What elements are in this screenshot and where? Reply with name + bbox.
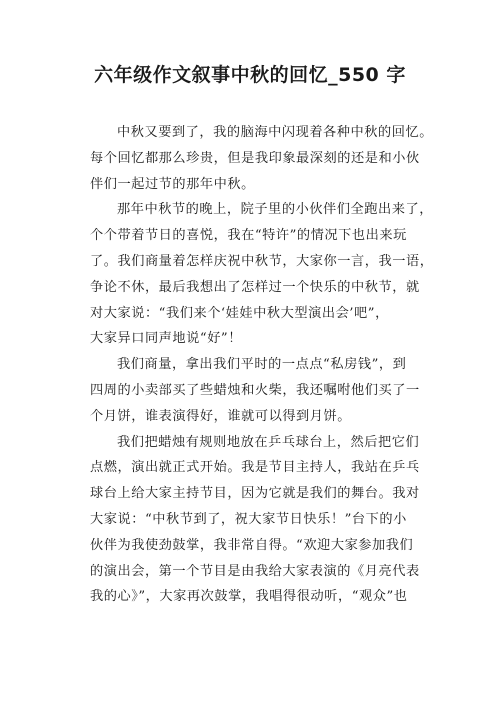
- body-line: 我们商量，拿出我们平时的一点点“私房钱”，到: [117, 357, 407, 373]
- body-line: 个个带着节日的喜悦，我在“特许”的情况下也出来玩: [90, 228, 407, 244]
- body-line: 伴们一起过节的那年中秋。: [90, 176, 255, 192]
- body-line: 伙伴为我使劲鼓掌，我非常自得。“欢迎大家参加我们: [90, 537, 414, 553]
- document-body: [90, 120, 434, 610]
- body-line: 四周的小卖部买了些蜡烛和火柴，我还嘱咐他们买了一: [90, 382, 420, 398]
- document-title: 六年级作文叙事中秋的回忆_550 字: [94, 64, 406, 86]
- body-line: 点燃，演出就正式开始。我是节目主持人，我站在乒乓: [90, 460, 420, 476]
- body-line: 对大家说：“我们来个‘娃娃中秋大型演出会’吧”，: [90, 305, 389, 321]
- body-line: 大家异口同声地说“好”！: [90, 331, 242, 347]
- body-line: 球台上给大家主持节目，因为它就是我们的舞台。我对: [90, 486, 420, 502]
- body-line: 每个回忆都那么珍贵，但是我印象最深刻的还是和小伙: [90, 150, 420, 166]
- body-line: 的演出会，第一个节目是由我给大家表演的《月亮代表: [90, 563, 420, 579]
- body-line: 中秋又要到了，我的脑海中闪现着各种中秋的回忆。: [117, 125, 433, 140]
- body-line: 我的心》”，大家再次鼓掌，我唱得很动听，“观众”也: [90, 589, 408, 605]
- body-line: 我们把蜡烛有规则地放在乒乓球台上，然后把它们: [117, 434, 420, 450]
- body-line: 那年中秋节的晚上，院子里的小伙伴们全跑出来了，: [117, 202, 433, 218]
- body-line: 个月饼，谁表演得好，谁就可以得到月饼。: [90, 408, 352, 424]
- body-line: 争论不休，最后我想出了怎样过一个快乐的中秋节，就: [90, 279, 420, 295]
- body-line: 了。我们商量着怎样庆祝中秋节，大家你一言，我一语，: [90, 253, 434, 269]
- body-line: 大家说：“中秋节到了，祝大家节日快乐！”台下的小: [90, 511, 407, 527]
